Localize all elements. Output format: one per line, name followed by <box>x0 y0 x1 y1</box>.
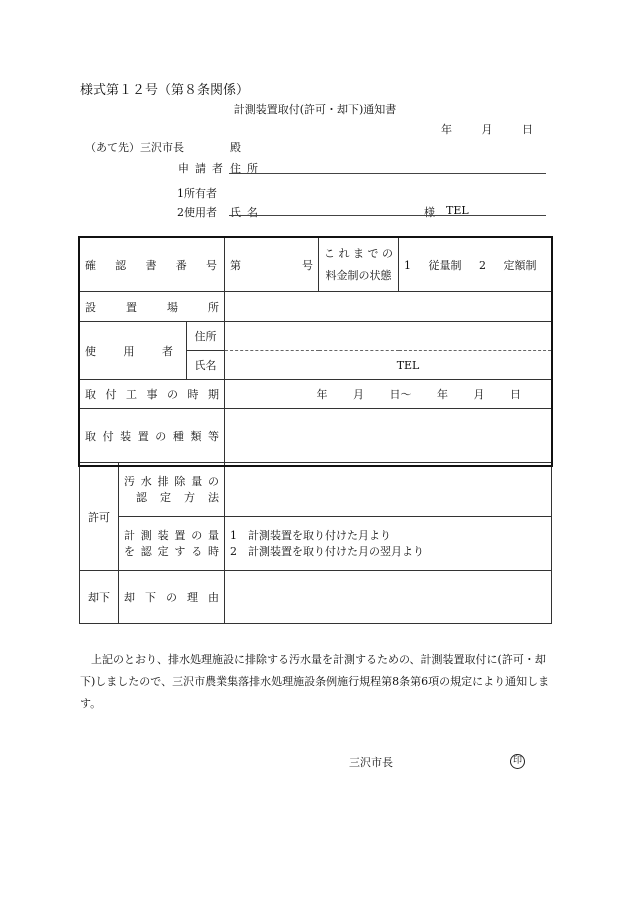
rate-status-label-2: 料金制の状態 <box>325 268 392 282</box>
confirm-number-cell[interactable] <box>225 238 319 292</box>
user-address-label: 住所 <box>187 322 225 351</box>
permit-label: 許可 <box>80 463 119 571</box>
device-type-label: 取付装置の種類等 <box>85 429 220 443</box>
reject-reason-label-cell <box>119 571 225 624</box>
measure-label-1: 計測装置の量 <box>124 528 220 542</box>
device-type-value[interactable] <box>225 409 552 463</box>
user-label-cell <box>80 322 187 380</box>
rate-status-label-cell <box>319 238 399 292</box>
location-label: 設置場所 <box>85 300 220 314</box>
method-value[interactable] <box>225 463 552 517</box>
period-value[interactable]: 年 月 日～ 年 月 日 <box>225 380 552 409</box>
reject-label: 却下 <box>80 571 119 624</box>
method-label-cell <box>119 463 225 517</box>
date-line: 年 月 日 <box>441 123 533 136</box>
user-label: 使用者 <box>85 344 173 358</box>
honorific-dono: 殿 <box>230 141 241 154</box>
measure-label-2: を認定する時 <box>124 544 220 558</box>
name-label: 氏名 <box>230 206 264 219</box>
measure-option-2: 2 計測装置を取り付けた月の翌月より <box>230 544 425 558</box>
user-tel-label: TEL <box>396 358 420 372</box>
confirm-number-label: 確認書番号 <box>85 258 218 272</box>
measure-options-cell[interactable] <box>225 517 552 571</box>
form-number: 様式第１２号（第８条関係） <box>80 83 250 98</box>
user-address-value[interactable] <box>225 322 552 351</box>
notice-body-text: 上記のとおり、排水処理施設に排除する汚水量を計測するための、計測装置取付に(許可・却下)しましたので、三沢市農業集落排水処理施設条例施行規程第8条第6項の規定により通知します。 <box>80 653 550 710</box>
location-value[interactable] <box>225 292 552 322</box>
sama-label: 様 <box>424 206 435 219</box>
tel-label: TEL <box>446 204 469 217</box>
mayor-signature: 三沢市長 <box>349 756 393 769</box>
rate-status-label-1: これまでの <box>324 246 394 260</box>
owner-label: 1所有者 <box>177 187 217 200</box>
confirm-number-label-cell <box>80 238 225 292</box>
addressee: （あて先）三沢市長 <box>85 141 184 154</box>
measure-option-1: 1 計測装置を取り付けた月より <box>230 528 392 542</box>
address-line <box>229 173 546 174</box>
notification-form-table <box>79 237 552 624</box>
method-label-1: 汚水排除量の <box>124 474 220 488</box>
name-line <box>229 215 546 216</box>
confirm-number-suffix: 号 <box>302 258 314 272</box>
period-label: 取付工事の時期 <box>85 388 220 401</box>
user-name-value[interactable] <box>225 351 552 380</box>
user-name-label: 氏名 <box>187 351 225 380</box>
confirm-number-prefix: 第 <box>230 258 242 272</box>
user-label: 2使用者 <box>177 206 217 219</box>
applicant-label: 申請者 <box>178 162 229 175</box>
location-label-cell <box>80 292 225 322</box>
measure-label-cell <box>119 517 225 571</box>
period-label-cell <box>80 380 225 409</box>
device-type-label-cell <box>80 409 225 463</box>
method-label-2: 認定方法 <box>136 490 220 504</box>
address-label: 住所 <box>230 162 264 175</box>
reject-reason-value[interactable] <box>225 571 552 624</box>
rate-options[interactable]: 1 従量制 2 定額制 <box>399 238 552 292</box>
document-title: 計測装置取付(許可・却下)通知書 <box>233 103 397 116</box>
seal-stamp: 印 <box>510 754 525 769</box>
reject-reason-label: 却下の理由 <box>124 591 220 604</box>
